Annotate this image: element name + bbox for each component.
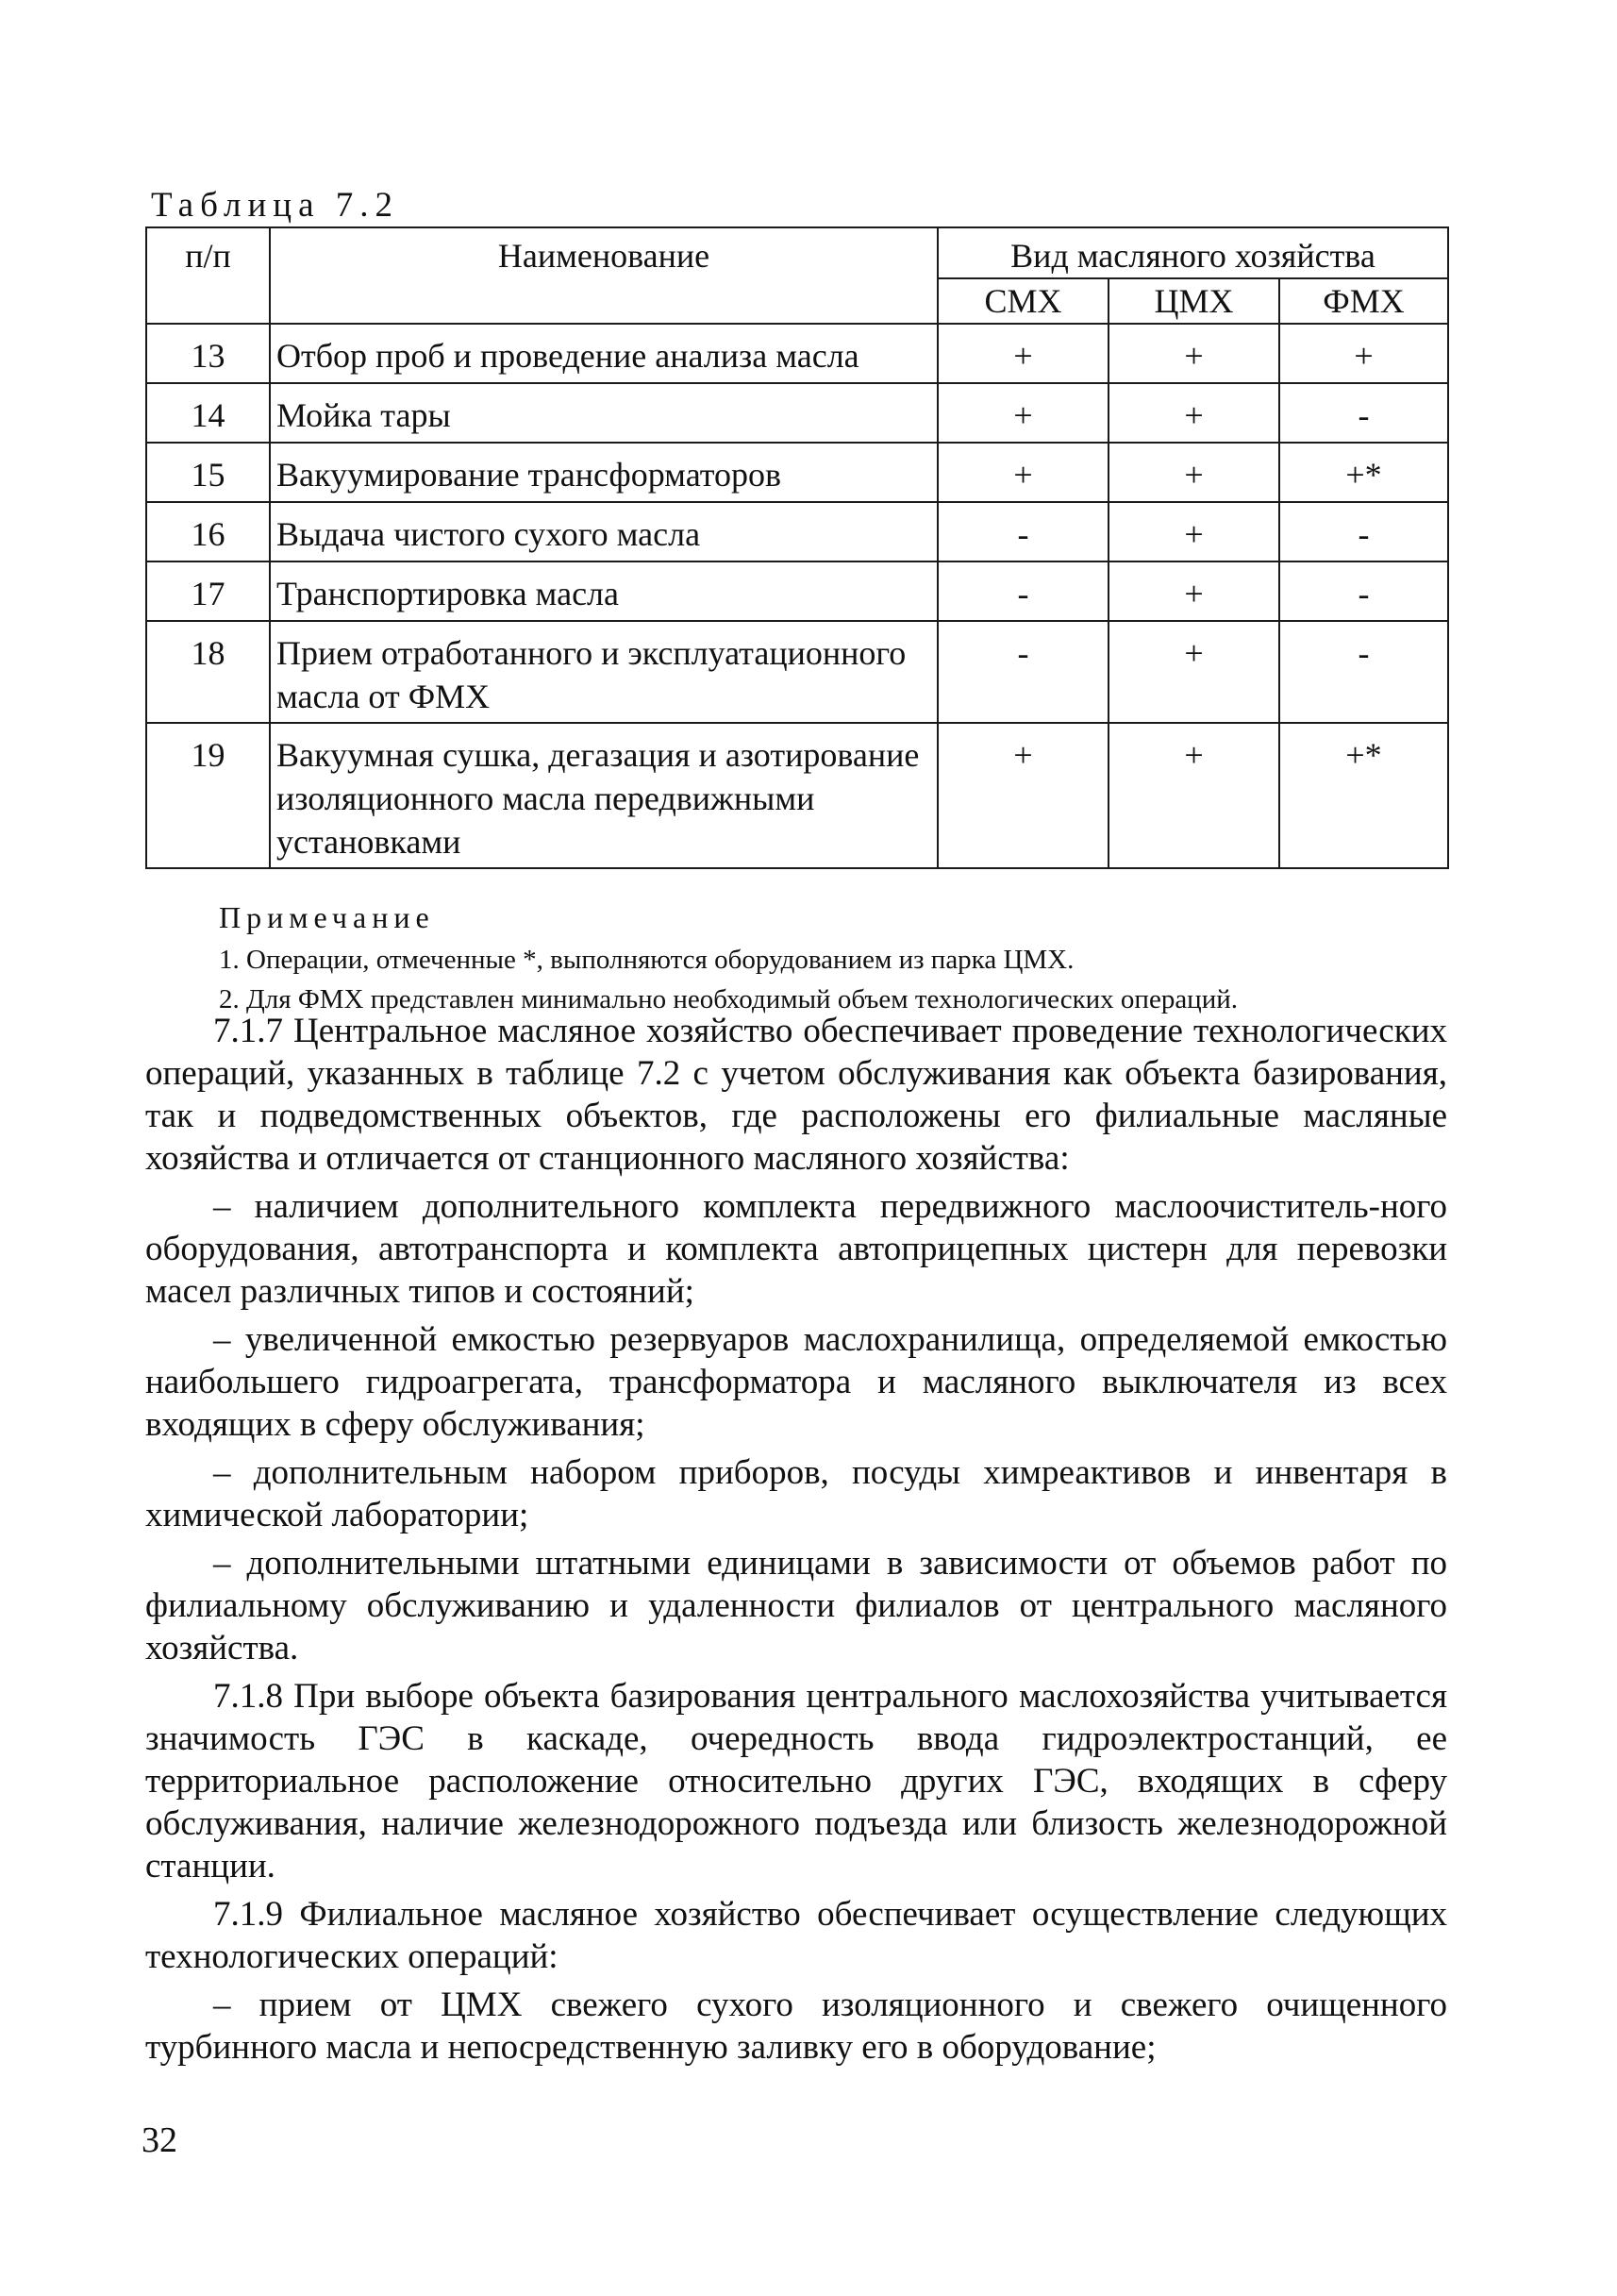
header-cmx: ЦМХ — [1109, 278, 1279, 324]
row-name: Транспортировка масла — [270, 561, 938, 621]
row-num: 17 — [146, 561, 270, 621]
row-cmx: + — [1109, 723, 1279, 868]
page-number: 32 — [142, 2120, 177, 2160]
row-name: Вакуумирование трансформаторов — [270, 443, 938, 502]
table-row — [146, 621, 1448, 723]
table-row — [146, 324, 1448, 383]
row-num: 19 — [146, 723, 270, 868]
row-cmx: + — [1109, 324, 1279, 383]
paragraph-7-1-8: 7.1.8 При выборе объекта базирования центрального маслохозяйства учитывается значимость ГЭС в каскаде, очередность ввода гидроэлектростанций, ее территориальное расположение относительно других ГЭС, входящих в сферу обслуживания, наличие железнодорожного подъезда или близость железнодорожной станции. — [145, 1677, 1447, 1885]
table-row — [146, 443, 1448, 502]
row-cmx: + — [1109, 443, 1279, 502]
paragraph-7-1-9: 7.1.9 Филиальное масляное хозяйство обеспечивает осуществление следующих технологических операций: — [145, 1895, 1447, 1976]
row-name: Выдача чистого сухого масла — [270, 502, 938, 561]
paragraph-7-1-7: 7.1.7 Центральное масляное хозяйство обеспечивает проведение технологических операций, указанных в таблице 7.2 с учетом обслуживания как объекта базирования, так и подведомственных объектов, где расположены его филиальные масляные хозяйства и отличается от станционного масляного хозяйства: — [145, 1012, 1447, 1178]
table-row — [146, 502, 1448, 561]
list-item: – наличием дополнительного комплекта передвижного маслоочиститель-ного оборудования, автотранспорта и комплекта автоприцепных цистерн для перевозки масел различных типов и состояний; — [145, 1187, 1447, 1311]
row-smx: + — [938, 723, 1109, 868]
note-item: 2. Для ФМХ представлен минимально необходимый объем технологических операций. — [219, 984, 1238, 1014]
header-fmx: ФМХ — [1279, 278, 1448, 324]
row-fmx: +* — [1279, 443, 1448, 502]
table-body — [146, 324, 1448, 868]
row-smx: + — [938, 383, 1109, 443]
row-num: 13 — [146, 324, 270, 383]
header-num: п/п — [146, 227, 270, 324]
row-num: 16 — [146, 502, 270, 561]
row-smx: + — [938, 324, 1109, 383]
row-fmx: + — [1279, 324, 1448, 383]
row-cmx: + — [1109, 621, 1279, 723]
row-smx: + — [938, 443, 1109, 502]
row-cmx: + — [1109, 561, 1279, 621]
header-name: Наименование — [270, 227, 938, 324]
table-row — [146, 723, 1448, 868]
body-text — [145, 1010, 1447, 2074]
table-row — [146, 561, 1448, 621]
list-item: – прием от ЦМХ свежего сухого изоляционного и свежего очищенного турбинного масла и непосредственную заливку его в оборудование; — [145, 1986, 1447, 2067]
notes-list — [219, 940, 1445, 1019]
table-caption: Таблица 7.2 — [151, 186, 399, 225]
row-num: 15 — [146, 443, 270, 502]
row-fmx: - — [1279, 621, 1448, 723]
row-cmx: + — [1109, 502, 1279, 561]
row-name: Отбор проб и проведение анализа масла — [270, 324, 938, 383]
row-num: 14 — [146, 383, 270, 443]
row-name: Вакуумная сушка, дегазация и азотирование изоляционного масла передвижными установками — [270, 723, 938, 868]
row-smx: - — [938, 621, 1109, 723]
row-fmx: - — [1279, 502, 1448, 561]
header-group: Вид масляного хозяйства — [938, 227, 1448, 278]
row-smx: - — [938, 502, 1109, 561]
table-row — [146, 383, 1448, 443]
row-fmx: - — [1279, 383, 1448, 443]
note-title: Примечание — [219, 900, 435, 934]
row-name: Прием отработанного и эксплуатационного масла от ФМХ — [270, 621, 938, 723]
row-fmx: +* — [1279, 723, 1448, 868]
list-item: – дополнительным набором приборов, посуды химреактивов и инвентаря в химической лаборатории; — [145, 1453, 1447, 1534]
row-name: Мойка тары — [270, 383, 938, 443]
operations-table — [145, 226, 1449, 869]
row-fmx: - — [1279, 561, 1448, 621]
note-item: 1. Операции, отмеченные *, выполняются оборудованием из парка ЦМХ. — [219, 945, 1075, 975]
list-item: – дополнительными штатными единицами в зависимости от объемов работ по филиальному обслуживанию и удаленности филиалов от центрального масляного хозяйства. — [145, 1544, 1447, 1668]
header-smx: СМХ — [938, 278, 1109, 324]
list-item: – увеличенной емкостью резервуаров маслохранилища, определяемой емкостью наибольшего гидроагрегата, трансформатора и масляного выключателя из всех входящих в сферу обслуживания; — [145, 1320, 1447, 1444]
row-smx: - — [938, 561, 1109, 621]
row-num: 18 — [146, 621, 270, 723]
row-cmx: + — [1109, 383, 1279, 443]
